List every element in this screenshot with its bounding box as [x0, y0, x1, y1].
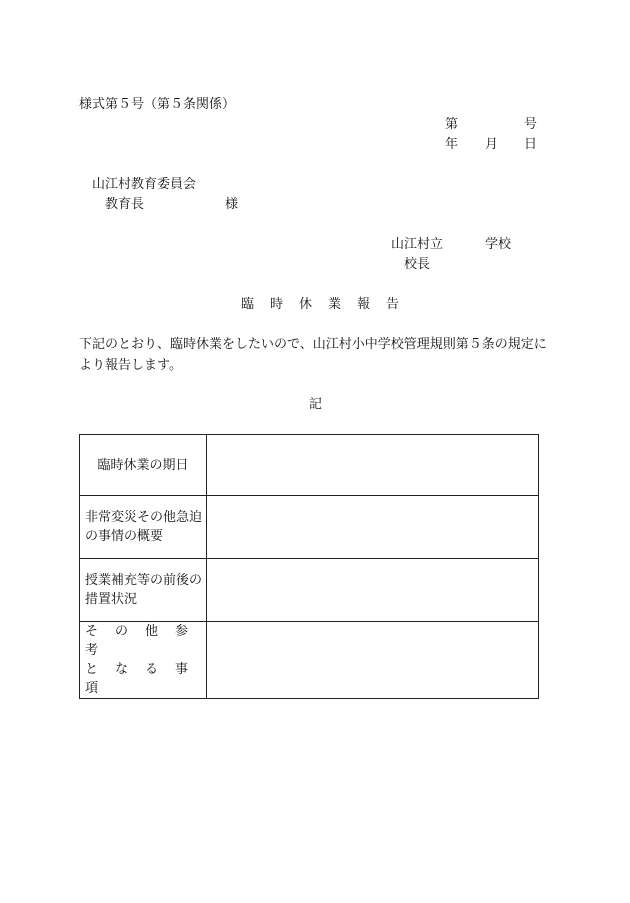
sender-title: 校長: [404, 257, 431, 272]
row-value-other[interactable]: [207, 622, 539, 699]
table-row: [80, 496, 539, 559]
row-value-measures[interactable]: [207, 559, 539, 622]
document-number-prefix: 第: [445, 117, 459, 132]
document-number-suffix: 号: [524, 117, 538, 132]
date-month: 月: [485, 137, 499, 152]
row-label-other-line2: となる事項: [85, 662, 206, 696]
recipient-org: 山江村教育委員会: [92, 177, 197, 192]
report-table: [79, 434, 539, 699]
date-day: 日: [524, 137, 538, 152]
row-label-measures-text: 授業補充等の前後の措置状況: [85, 573, 203, 607]
body-text: 下記のとおり、臨時休業をしたいので、山江村小中学校管理規則第５条の規定により報告します。: [79, 337, 547, 373]
date-year: 年: [445, 137, 459, 152]
row-value-date[interactable]: [207, 435, 539, 496]
sender-school-prefix: 山江村立: [391, 237, 444, 252]
form-label: 様式第５号（第５条関係）: [79, 97, 236, 112]
table-row: [80, 559, 539, 622]
table-row: [80, 435, 539, 496]
recipient-honorific: 様: [225, 197, 239, 212]
document-title: 臨時休業報告: [241, 297, 416, 312]
sender-school-suffix: 学校: [485, 237, 512, 252]
row-label-measures: [80, 559, 207, 622]
table-row: [80, 622, 539, 699]
row-label-emergency-text: 非常変災その他急迫の事情の概要: [85, 510, 203, 544]
row-label-date: 臨時休業の期日: [80, 435, 207, 496]
ki-marker: 記: [309, 397, 323, 412]
row-label-emergency: [80, 496, 207, 559]
row-label-other: [80, 622, 207, 699]
row-label-other-line1: その他参考: [85, 624, 206, 658]
recipient-title: 教育長: [105, 197, 145, 212]
row-value-emergency[interactable]: [207, 496, 539, 559]
